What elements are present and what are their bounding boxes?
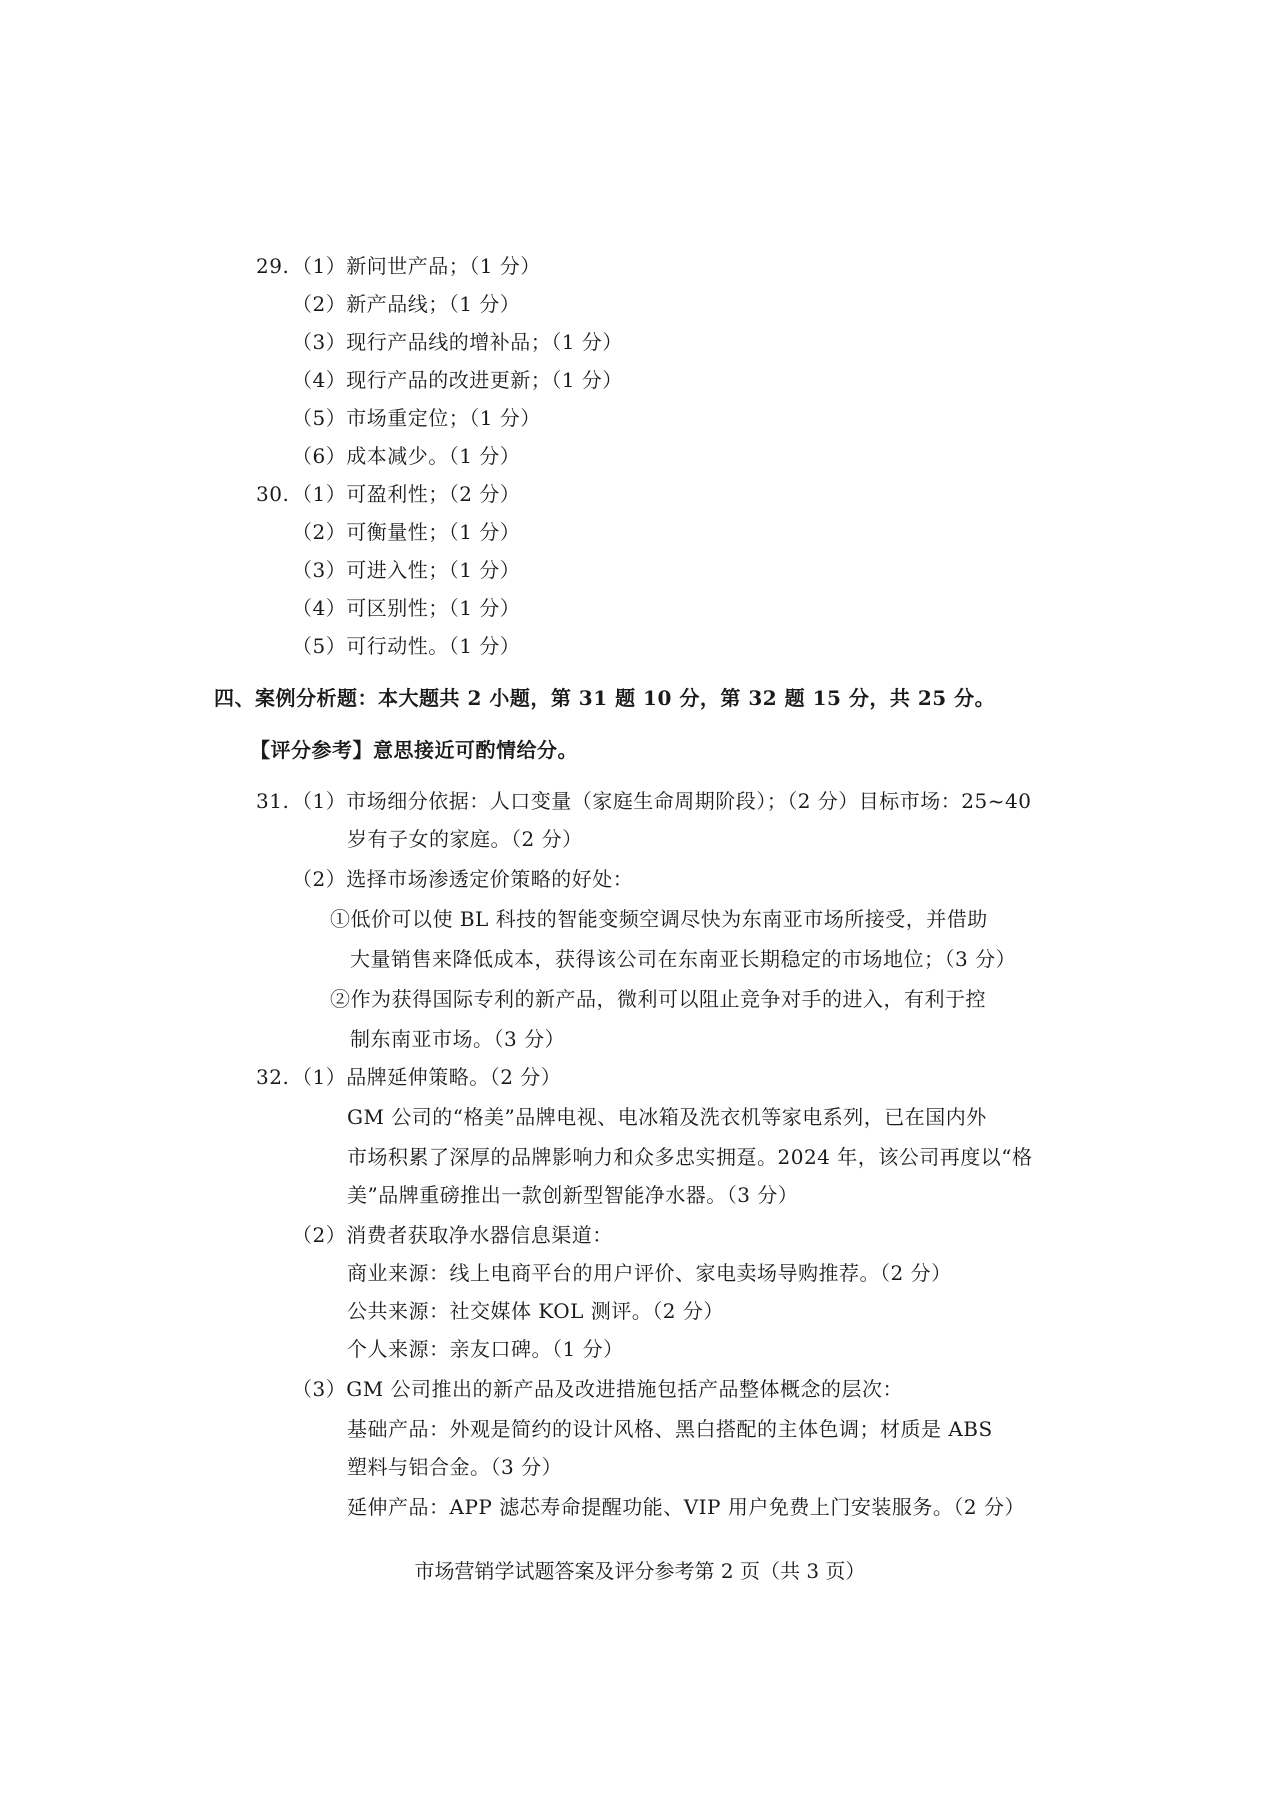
q31-part1-line2: 岁有子女的家庭。（2 分） bbox=[347, 827, 583, 851]
q32-part1-title: （1）品牌延伸策略。（2 分） bbox=[292, 1065, 562, 1089]
q29-number: 29. bbox=[256, 254, 290, 278]
q29-item-5: （5）市场重定位；（1 分） bbox=[292, 406, 541, 430]
q31-part2-a-line1: ①低价可以使 BL 科技的智能变频空调尽快为东南亚市场所接受，并借助 bbox=[330, 907, 988, 931]
q32-part2-line3: 个人来源：亲友口碑。（1 分） bbox=[347, 1337, 624, 1361]
q30-item-2: （2）可衡量性；（1 分） bbox=[292, 520, 521, 544]
q32-part1-line1: GM 公司的“格美”品牌电视、电冰箱及洗衣机等家电系列，已在国内外 bbox=[347, 1105, 987, 1129]
q32-part2-line2: 公共来源：社交媒体 KOL 测评。（2 分） bbox=[347, 1299, 724, 1323]
q32-part3-line3: 延伸产品：APP 滤芯寿命提醒功能、VIP 用户免费上门安装服务。（2 分） bbox=[347, 1495, 1025, 1519]
q29-item-1: （1）新问世产品；（1 分） bbox=[292, 254, 541, 278]
q30-item-3: （3）可进入性；（1 分） bbox=[292, 558, 521, 582]
q32-part2-title: （2）消费者获取净水器信息渠道： bbox=[292, 1223, 613, 1247]
q31-number: 31. bbox=[256, 789, 290, 813]
q29-item-6: （6）成本减少。（1 分） bbox=[292, 444, 521, 468]
q30-item-1: （1）可盈利性；（2 分） bbox=[292, 482, 521, 506]
q31-part1-line1: （1）市场细分依据：人口变量（家庭生命周期阶段）；（2 分）目标市场：25~40 bbox=[292, 789, 1032, 813]
q30-item-4: （4）可区别性；（1 分） bbox=[292, 596, 521, 620]
q31-part2-title: （2）选择市场渗透定价策略的好处： bbox=[292, 867, 634, 891]
q32-part3-line2: 塑料与铝合金。（3 分） bbox=[347, 1455, 563, 1479]
q30-number: 30. bbox=[256, 482, 290, 506]
q32-part1-line2: 市场积累了深厚的品牌影响力和众多忠实拥趸。2024 年，该公司再度以“格 bbox=[347, 1145, 1033, 1169]
q30-item-5: （5）可行动性。（1 分） bbox=[292, 634, 521, 658]
q31-part2-b-line2: 制东南亚市场。（3 分） bbox=[350, 1027, 566, 1051]
q32-part3-title: （3）GM 公司推出的新产品及改进措施包括产品整体概念的层次： bbox=[292, 1377, 904, 1401]
q32-part2-line1: 商业来源：线上电商平台的用户评价、家电卖场导购推荐。（2 分） bbox=[347, 1261, 952, 1285]
scoring-note: 【评分参考】意思接近可酌情给分。 bbox=[250, 738, 578, 762]
page-footer: 市场营销学试题答案及评分参考第 2 页（共 3 页） bbox=[414, 1559, 866, 1583]
q32-part1-line3: 美”品牌重磅推出一款创新型智能净水器。（3 分） bbox=[347, 1183, 799, 1207]
q31-part2-a-line2: 大量销售来降低成本，获得该公司在东南亚长期稳定的市场地位；（3 分） bbox=[350, 947, 1017, 971]
q31-part2-b-line1: ②作为获得国际专利的新产品，微利可以阻止竞争对手的进入，有利于控 bbox=[330, 987, 986, 1011]
q29-item-3: （3）现行产品线的增补品；（1 分） bbox=[292, 330, 623, 354]
section-heading: 四、案例分析题：本大题共 2 小题，第 31 题 10 分，第 32 题 15 分，共 25 分。 bbox=[214, 686, 996, 710]
q32-number: 32. bbox=[256, 1065, 290, 1089]
q29-item-4: （4）现行产品的改进更新；（1 分） bbox=[292, 368, 623, 392]
q32-part3-line1: 基础产品：外观是简约的设计风格、黑白搭配的主体色调；材质是 ABS bbox=[347, 1417, 993, 1441]
q29-item-2: （2）新产品线；（1 分） bbox=[292, 292, 521, 316]
